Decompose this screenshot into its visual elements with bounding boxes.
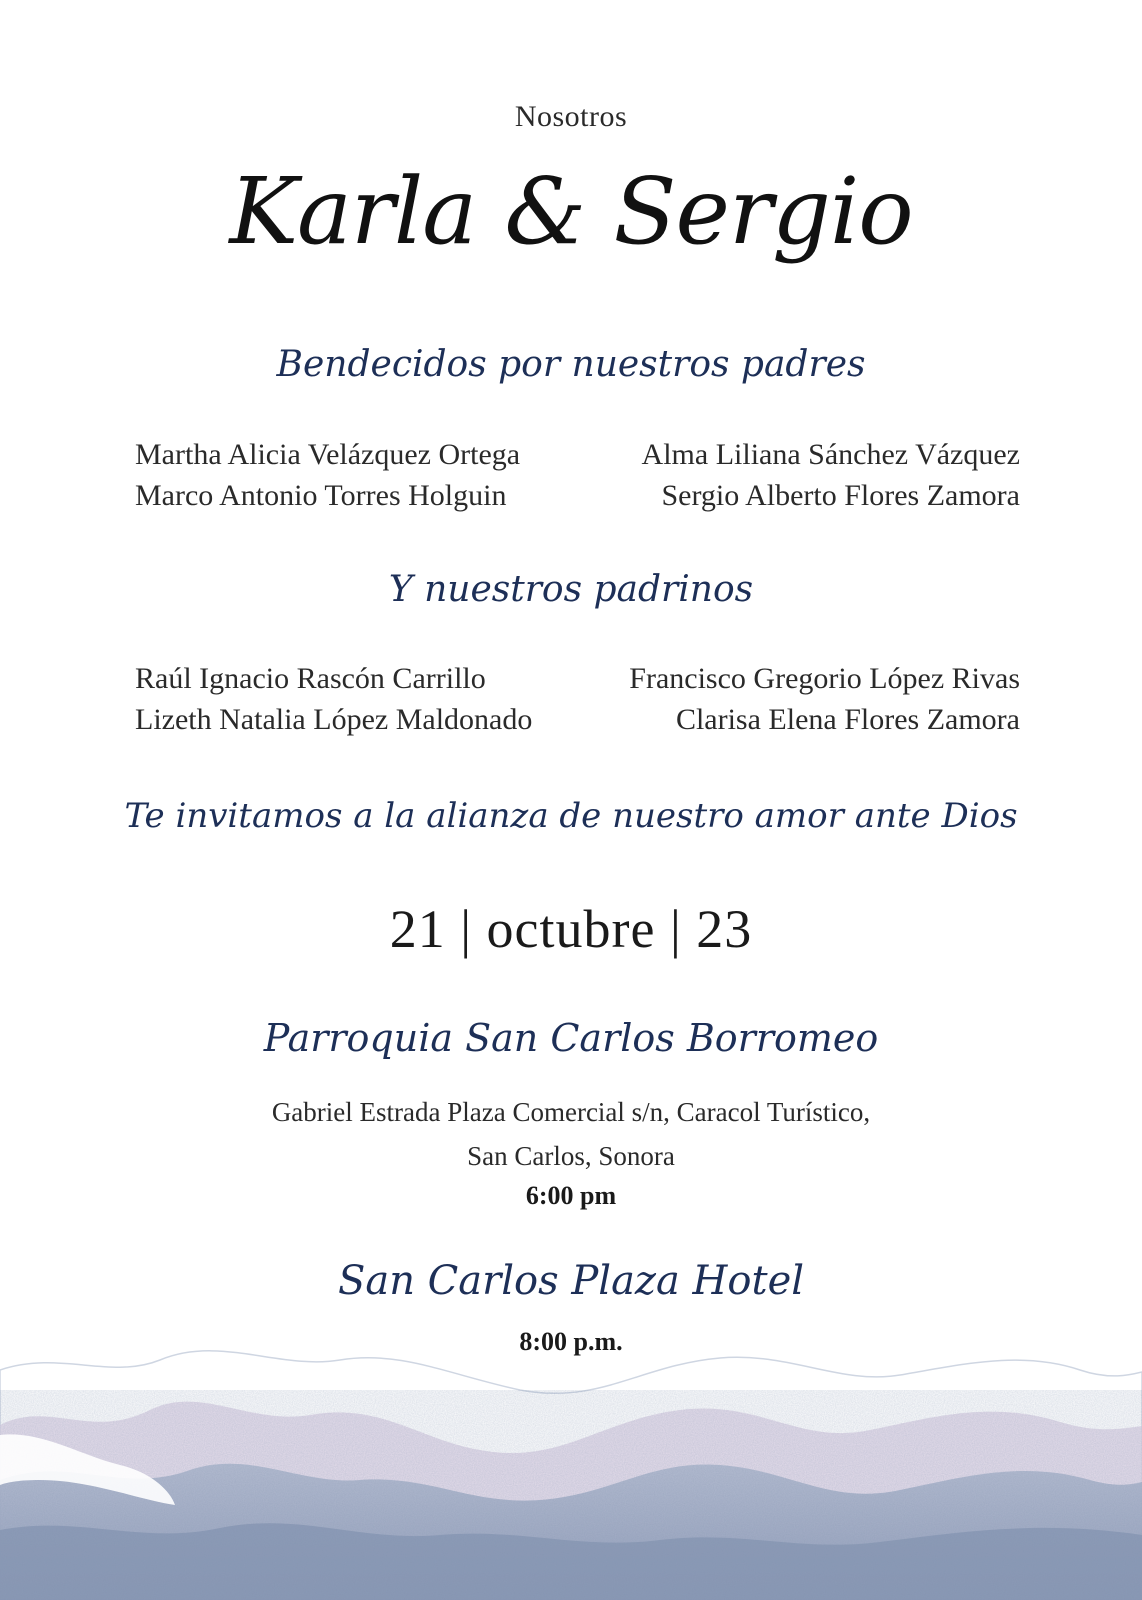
sponsor-name: Francisco Gregorio López Rivas (629, 662, 1020, 695)
ceremony-address (0, 1090, 1142, 1178)
couple-names: Karla & Sergio (229, 158, 913, 265)
address-line: San Carlos, Sonora (467, 1141, 675, 1171)
parents-right-column (570, 434, 1020, 516)
ceremony-time: 6:00 pm (525, 1181, 617, 1210)
wave-texture (0, 1390, 1142, 1600)
parents-heading: Bendecidos por nuestros padres (276, 344, 866, 385)
parents-left-column (135, 434, 575, 516)
sponsors-right-column (570, 658, 1020, 740)
sponsor-name: Lizeth Natalia López Maldonado (135, 703, 533, 736)
ceremony-venue: Parroquia San Carlos Borromeo (263, 1016, 879, 1060)
intro-text: Nosotros (514, 100, 628, 133)
invite-line: Te invitamos a la alianza de nuestro amor ante Dios (124, 796, 1018, 836)
reception-time: 8:00 p.m. (519, 1327, 623, 1356)
parent-name: Martha Alicia Velázquez Ortega (135, 438, 521, 471)
parent-name: Sergio Alberto Flores Zamora (661, 479, 1020, 512)
sponsors-left-column (135, 658, 575, 740)
reception-venue: San Carlos Plaza Hotel (337, 1258, 805, 1304)
parent-name: Alma Liliana Sánchez Vázquez (641, 438, 1020, 471)
address-line: Gabriel Estrada Plaza Comercial s/n, Caracol Turístico, (271, 1097, 871, 1127)
sponsor-name: Raúl Ignacio Rascón Carrillo (135, 662, 486, 695)
sponsors-heading: Y nuestros padrinos (388, 569, 754, 610)
event-date: 21 | octubre | 23 (389, 899, 753, 959)
sponsor-name: Clarisa Elena Flores Zamora (675, 703, 1020, 736)
watercolor-wave-decoration (0, 1330, 1142, 1600)
parent-name: Marco Antonio Torres Holguin (135, 479, 507, 512)
